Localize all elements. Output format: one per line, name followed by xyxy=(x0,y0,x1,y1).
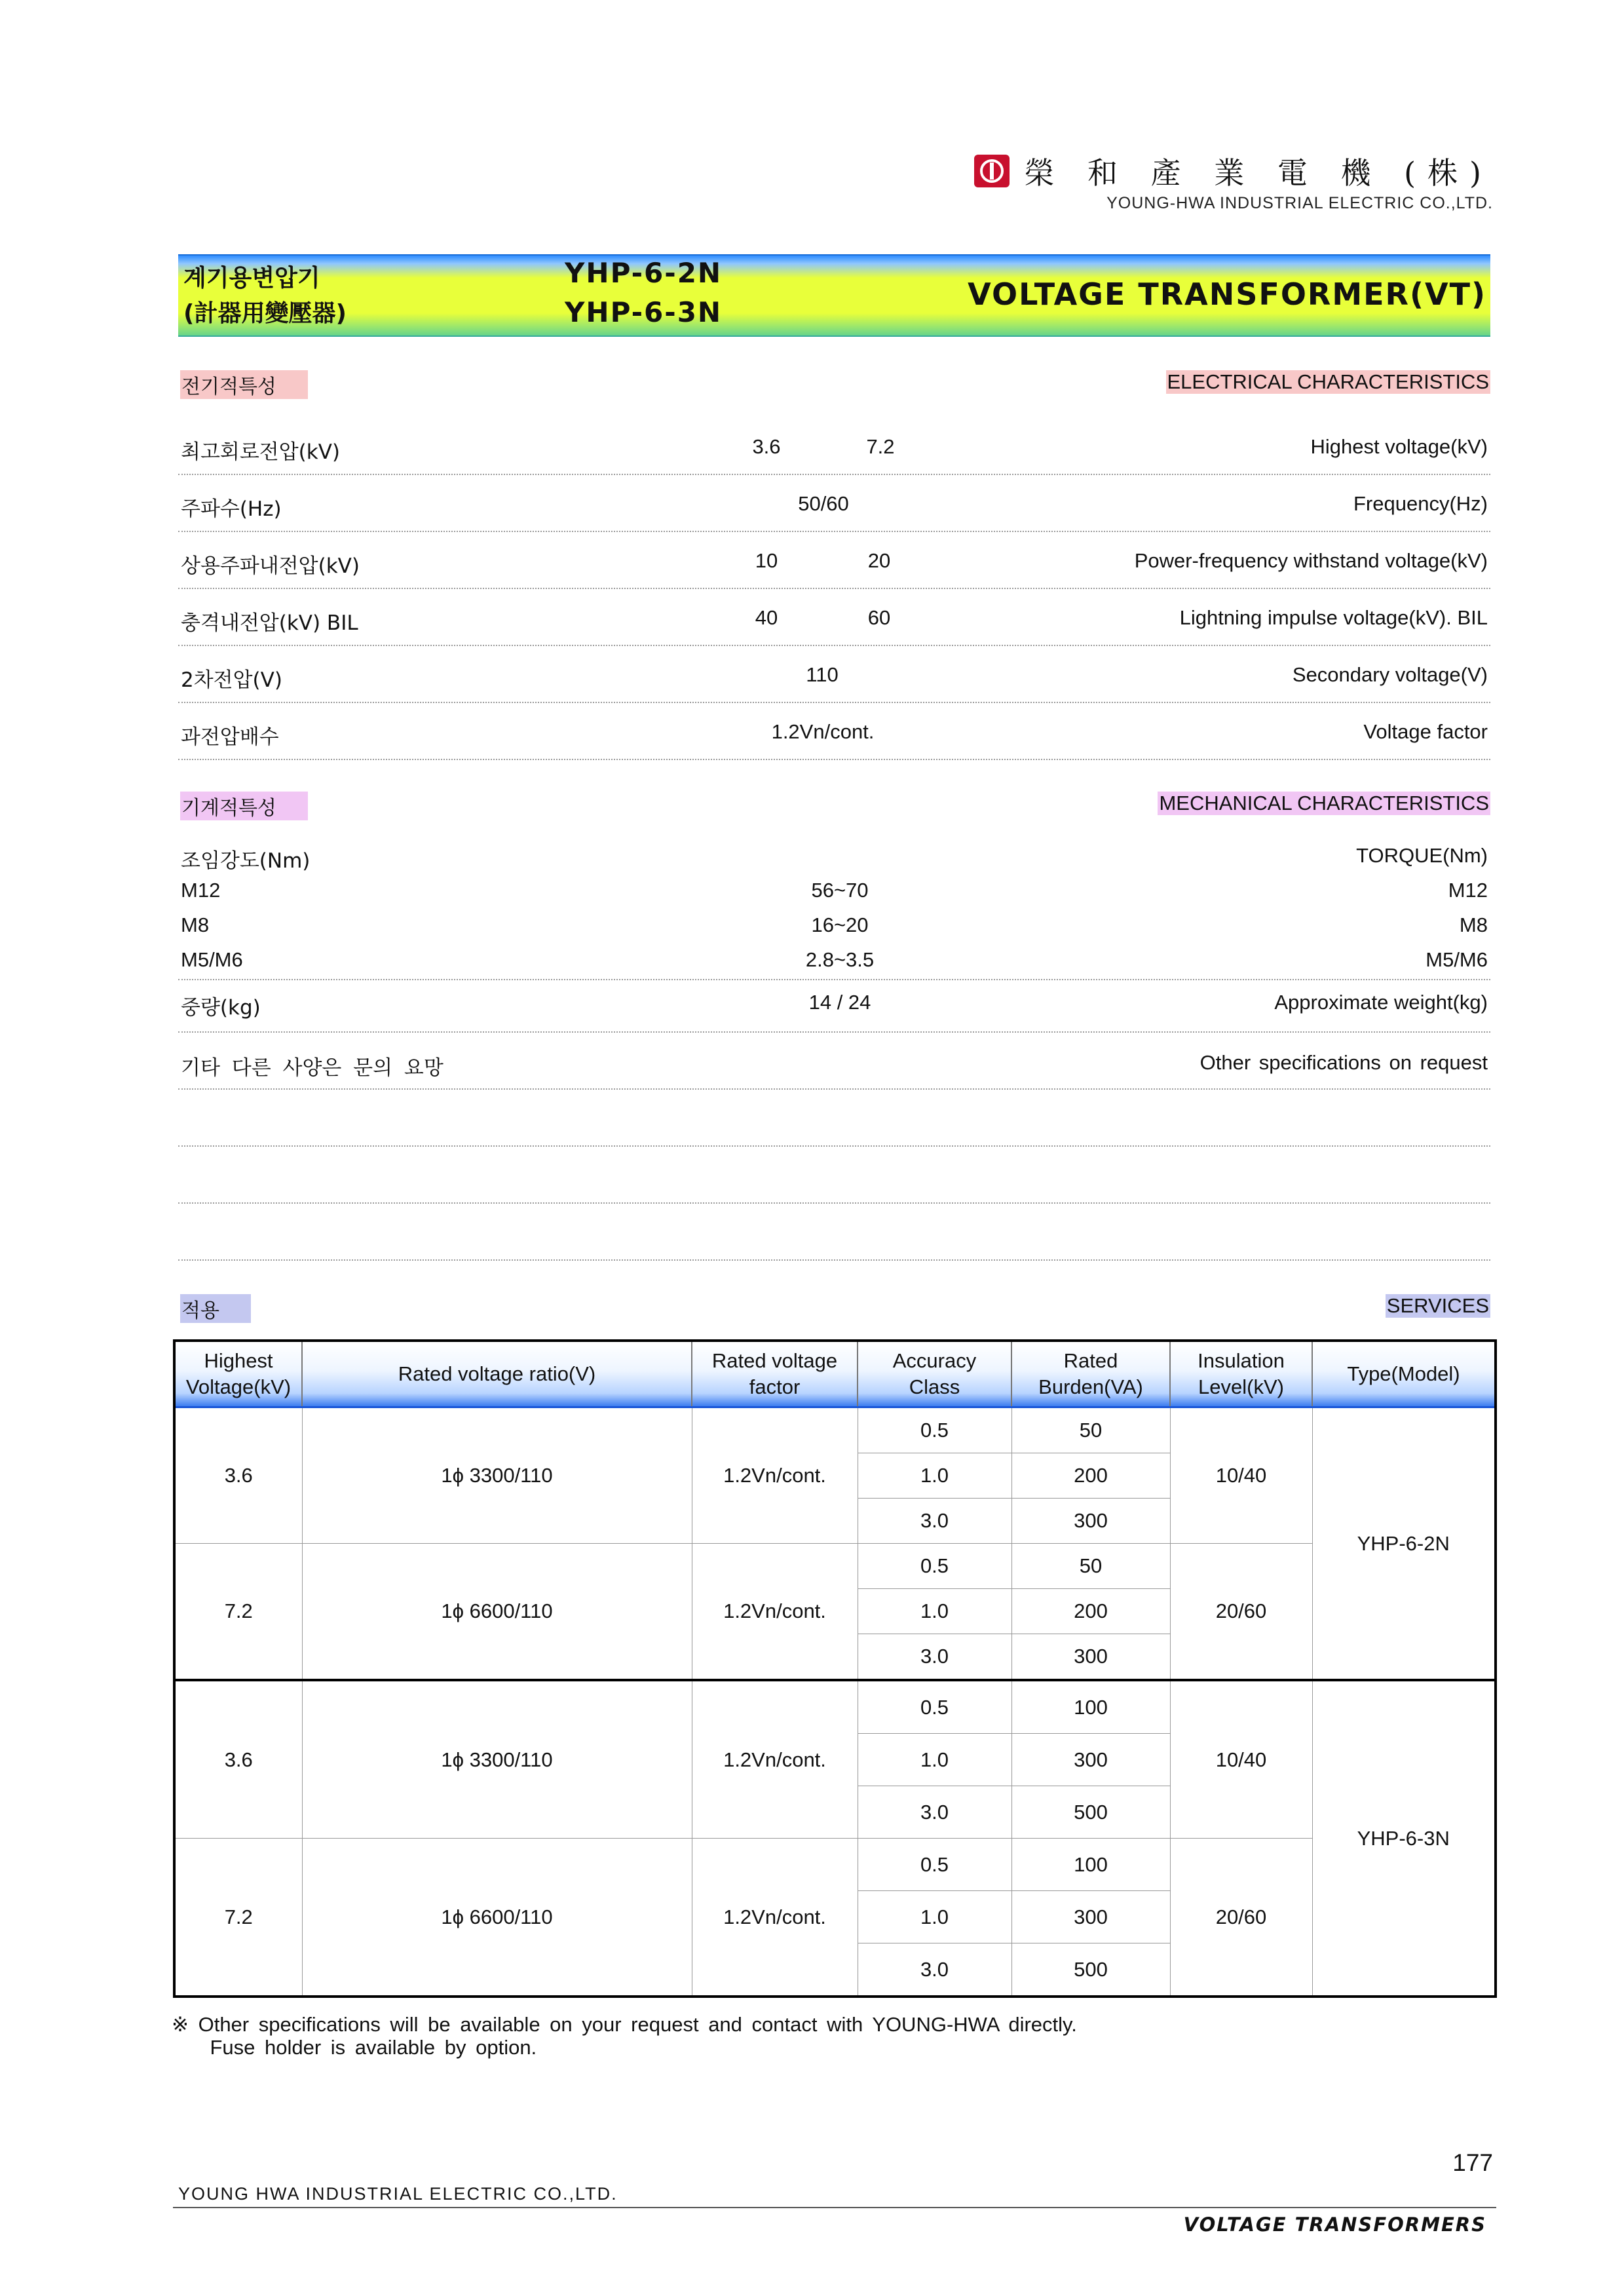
col-header-accuracy-class: Accuracy Class xyxy=(858,1341,1011,1407)
col-header-factor: Rated voltage factor xyxy=(692,1341,858,1407)
cell-ratio: 1ϕ 3300/110 xyxy=(302,1680,692,1839)
cell-burden: 300 xyxy=(1011,1891,1170,1943)
cell-factor: 1.2Vn/cont. xyxy=(692,1544,858,1681)
electrical-heading-en: ELECTRICAL CHARACTERISTICS xyxy=(1167,370,1489,393)
spec-label-en: Approximate weight(kg) xyxy=(1274,991,1488,1014)
cell-burden: 300 xyxy=(1011,1734,1170,1786)
title-ko-hanja: (計器用變壓器) xyxy=(183,300,347,327)
cell-insulation: 10/40 xyxy=(1170,1680,1312,1839)
torque-bolt: M12 xyxy=(181,879,221,902)
torque-row-m12 xyxy=(178,875,1490,909)
cell-class: 1.0 xyxy=(858,1734,1011,1786)
cell-burden: 500 xyxy=(1011,1943,1170,1997)
cell-class: 1.0 xyxy=(858,1453,1011,1499)
cell-ratio: 1ϕ 6600/110 xyxy=(302,1544,692,1681)
spec-label-en: Other specifications on request xyxy=(1199,1051,1488,1074)
cell-class: 0.5 xyxy=(858,1680,1011,1734)
torque-bolt-en: M8 xyxy=(1459,913,1488,936)
cell-factor: 1.2Vn/cont. xyxy=(692,1407,858,1544)
spec-row-weight xyxy=(178,980,1490,1033)
cell-voltage: 7.2 xyxy=(174,1544,302,1681)
cell-voltage: 3.6 xyxy=(174,1680,302,1839)
spec-label-en: Power-frequency withstand voltage(kV) xyxy=(1134,549,1488,572)
spec-label-ko: 기타 다른 사양은 문의 요망 xyxy=(181,1056,444,1080)
spec-value: 3.6 xyxy=(752,435,781,458)
spec-value: 40 xyxy=(755,606,778,629)
torque-row-m8 xyxy=(178,909,1490,944)
cell-burden: 100 xyxy=(1011,1839,1170,1891)
spec-row-frequency xyxy=(178,474,1490,532)
company-header xyxy=(974,149,1493,213)
cell-burden: 50 xyxy=(1011,1407,1170,1453)
spec-row-other xyxy=(178,1031,1490,1090)
cell-factor: 1.2Vn/cont. xyxy=(692,1680,858,1839)
spec-label-en: Frequency(Hz) xyxy=(1353,492,1488,515)
company-name-cjk: 榮 和 產 業 電 機 (株) xyxy=(1024,155,1493,191)
torque-bolt: M8 xyxy=(181,913,210,936)
spec-row-voltage-factor xyxy=(178,702,1490,760)
cell-burden: 300 xyxy=(1011,1499,1170,1544)
torque-bolt-en: M12 xyxy=(1448,879,1488,902)
footer-section-tag: VOLTAGE TRANSFORMERS xyxy=(1183,2213,1486,2236)
torque-label-ko: 조임강도(Nm) xyxy=(181,849,311,873)
torque-row-m5-m6 xyxy=(178,944,1490,980)
spec-label-ko: 충격내전압(kV) BIL xyxy=(181,611,358,635)
title-ko: 계기용변압기 xyxy=(183,265,320,292)
title-en: VOLTAGE TRANSFORMER(VT) xyxy=(968,277,1486,312)
cell-class: 1.0 xyxy=(858,1589,1011,1634)
col-header-highest-voltage: Highest Voltage(kV) xyxy=(174,1341,302,1407)
footnote xyxy=(172,2013,1077,2059)
spec-row-highest-voltage xyxy=(178,417,1490,475)
cell-burden: 50 xyxy=(1011,1544,1170,1589)
spec-label-ko: 최고회로전압(kV) xyxy=(181,440,341,464)
spec-label-en: Secondary voltage(V) xyxy=(1292,663,1488,686)
torque-value: 2.8~3.5 xyxy=(805,948,875,971)
spec-value: 1.2Vn/cont. xyxy=(771,720,875,743)
table-row xyxy=(174,1407,1496,1453)
cell-insulation: 20/60 xyxy=(1170,1544,1312,1681)
spec-row-withstand-voltage xyxy=(178,531,1490,589)
spec-value: 10 xyxy=(755,549,778,572)
col-header-burden: Rated Burden(VA) xyxy=(1011,1341,1170,1407)
spec-value: 50/60 xyxy=(798,492,849,515)
cell-class: 3.0 xyxy=(858,1943,1011,1997)
spec-value: 110 xyxy=(806,663,839,686)
cell-ratio: 1ϕ 3300/110 xyxy=(302,1407,692,1544)
page-number: 177 xyxy=(1452,2149,1493,2176)
cell-burden: 300 xyxy=(1011,1634,1170,1681)
spec-value: 20 xyxy=(867,549,891,572)
spec-label-en: Highest voltage(kV) xyxy=(1310,435,1488,458)
spec-label-ko: 2차전압(V) xyxy=(181,668,282,692)
company-name-en: YOUNG-HWA INDUSTRIAL ELECTRIC CO.,LTD. xyxy=(1106,194,1493,212)
cell-class: 0.5 xyxy=(858,1839,1011,1891)
torque-bolt: M5/M6 xyxy=(181,948,243,971)
cell-burden: 100 xyxy=(1011,1680,1170,1734)
services-table xyxy=(173,1339,1497,1998)
company-logo-icon xyxy=(974,155,1010,187)
title-band xyxy=(178,254,1490,337)
cell-voltage: 3.6 xyxy=(174,1407,302,1544)
table-row xyxy=(174,1544,1496,1589)
table-row xyxy=(174,1839,1496,1891)
cell-burden: 500 xyxy=(1011,1786,1170,1839)
spec-row-impulse-voltage xyxy=(178,588,1490,646)
cell-burden: 200 xyxy=(1011,1589,1170,1634)
cell-class: 3.0 xyxy=(858,1634,1011,1681)
electrical-heading-ko: 전기적특성 xyxy=(180,370,308,399)
spec-label-ko: 과전압배수 xyxy=(181,725,279,749)
spec-row-secondary-voltage xyxy=(178,645,1490,703)
spec-label-en: Lightning impulse voltage(kV). BIL xyxy=(1179,606,1488,629)
footnote-line: ※ Other specifications will be available on your request and contact with YOUNG-HWA directly. xyxy=(172,2013,1077,2036)
blank-line xyxy=(178,1259,1490,1261)
col-header-ratio: Rated voltage ratio(V) xyxy=(302,1341,692,1407)
blank-line xyxy=(178,1145,1490,1147)
cell-class: 3.0 xyxy=(858,1499,1011,1544)
cell-insulation: 10/40 xyxy=(1170,1407,1312,1544)
cell-class: 0.5 xyxy=(858,1544,1011,1589)
spec-label-en: Voltage factor xyxy=(1363,720,1488,743)
cell-class: 1.0 xyxy=(858,1891,1011,1943)
footnote-line: Fuse holder is available by option. xyxy=(172,2036,537,2059)
services-heading-en: SERVICES xyxy=(1386,1294,1489,1317)
torque-label-en: TORQUE(Nm) xyxy=(1356,844,1488,867)
model-code-2n: YHP-6-2N xyxy=(565,257,723,289)
spec-value: 7.2 xyxy=(866,435,895,458)
spec-value: 60 xyxy=(867,606,891,629)
spec-label-ko: 상용주파내전압(kV) xyxy=(181,554,360,578)
table-row xyxy=(174,1680,1496,1734)
cell-burden: 200 xyxy=(1011,1453,1170,1499)
cell-model: YHP-6-2N xyxy=(1312,1407,1496,1681)
torque-header-row xyxy=(178,840,1490,875)
cell-voltage: 7.2 xyxy=(174,1839,302,1997)
spec-label-ko: 주파수(Hz) xyxy=(181,497,282,521)
model-code-3n: YHP-6-3N xyxy=(565,296,723,328)
cell-ratio: 1ϕ 6600/110 xyxy=(302,1839,692,1997)
spec-value: 14 / 24 xyxy=(808,991,871,1014)
col-header-insulation: Insulation Level(kV) xyxy=(1170,1341,1312,1407)
services-heading-ko: 적용 xyxy=(180,1294,251,1323)
cell-insulation: 20/60 xyxy=(1170,1839,1312,1997)
footer-company: YOUNG HWA INDUSTRIAL ELECTRIC CO.,LTD. xyxy=(178,2184,618,2204)
spec-label-ko: 중량(kg) xyxy=(181,996,261,1020)
cell-model: YHP-6-3N xyxy=(1312,1680,1496,1997)
cell-factor: 1.2Vn/cont. xyxy=(692,1839,858,1997)
blank-line xyxy=(178,1202,1490,1204)
cell-class: 3.0 xyxy=(858,1786,1011,1839)
mechanical-heading-en: MECHANICAL CHARACTERISTICS xyxy=(1159,792,1489,814)
torque-value: 56~70 xyxy=(811,879,869,902)
cell-class: 0.5 xyxy=(858,1407,1011,1453)
torque-value: 16~20 xyxy=(811,913,869,936)
col-header-type: Type(Model) xyxy=(1312,1341,1496,1407)
mechanical-heading-ko: 기계적특성 xyxy=(180,792,308,820)
torque-bolt-en: M5/M6 xyxy=(1426,948,1488,971)
table-header-row xyxy=(174,1341,1496,1407)
footer-divider xyxy=(173,2207,1496,2208)
